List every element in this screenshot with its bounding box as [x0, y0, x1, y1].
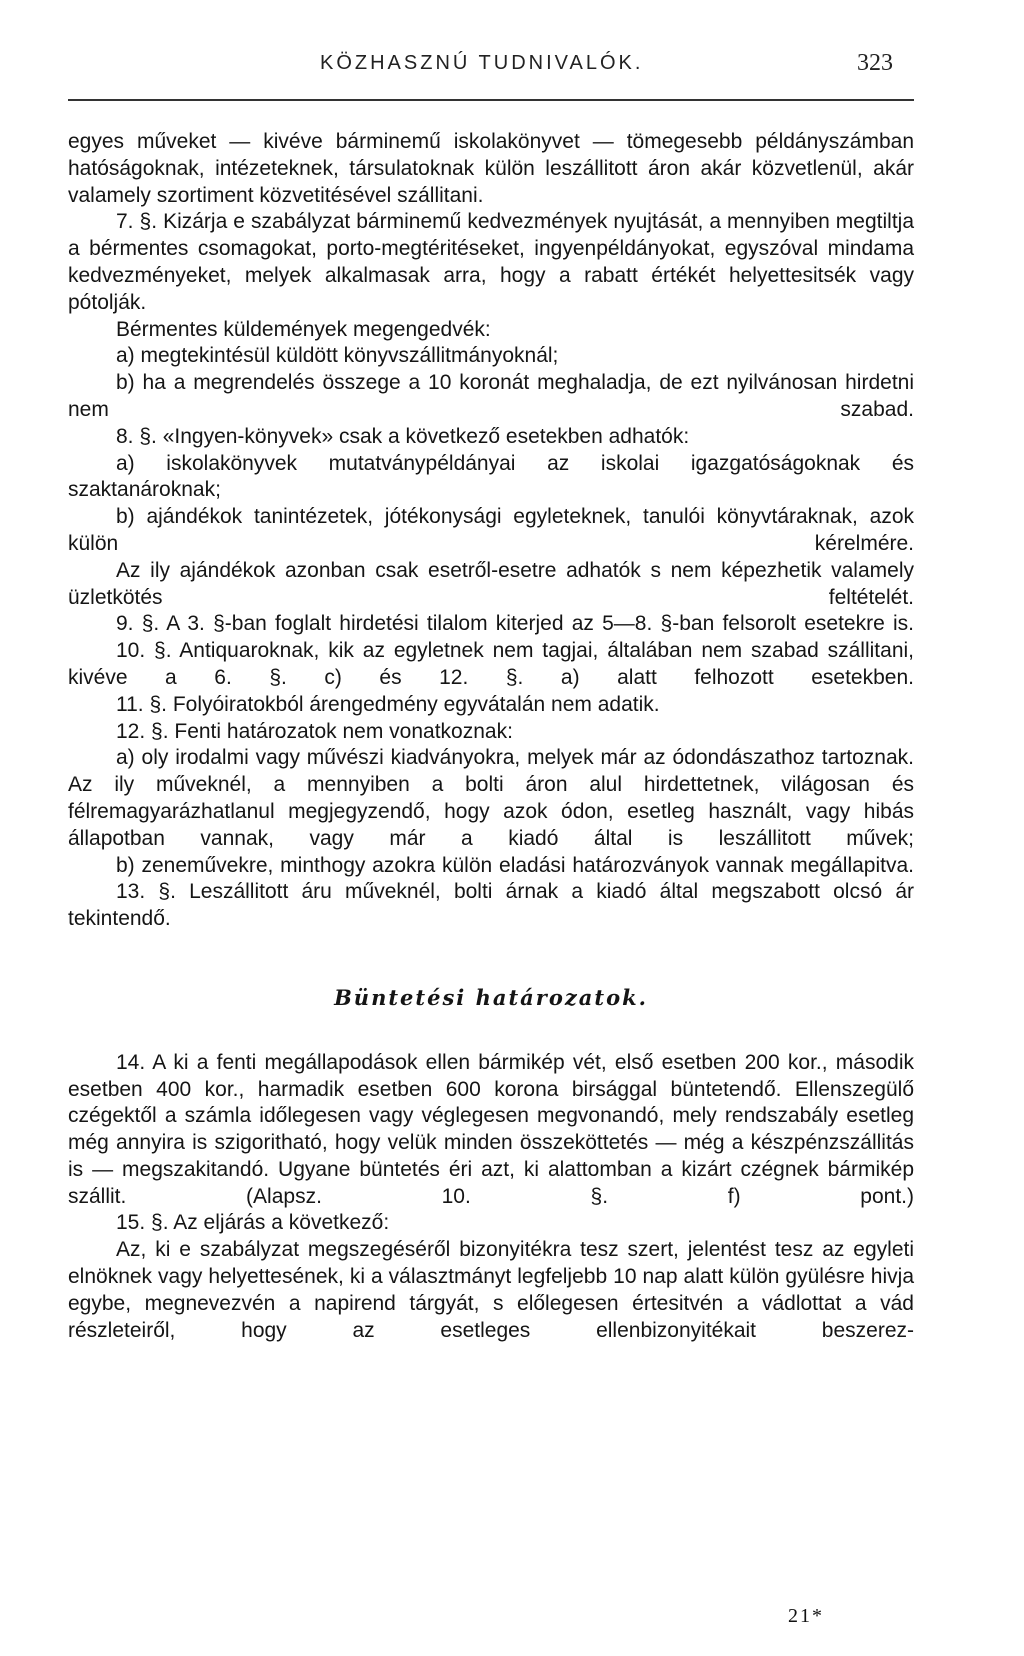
running-title: KÖZHASZNÚ TUDNIVALÓK. [320, 52, 644, 74]
page-number: 323 [857, 50, 893, 76]
body-text [68, 129, 914, 1344]
header-rule [68, 99, 914, 101]
paragraph-section-8: 8. §. «Ingyen-könyvek» csak a következő esetekben adhatók: [116, 424, 690, 448]
paragraph-section-10: 10. §. Antiquaroknak, kik az egyletnek nem tagjai, általában nem szabad szállitani, kivéve a 6. §. c) és 12. §. a) alatt felhozott esetekben. [68, 639, 914, 689]
paragraph-section-15: 15. §. Az eljárás a következő: [116, 1211, 390, 1235]
section-heading: Büntetési határozatok. [334, 984, 648, 1010]
paragraph: Az ily ajándékok azonban csak esetről-esetre adhatók s nem képezhetik valamely üzletkötés feltételét. [68, 558, 914, 609]
page-header [0, 52, 1024, 88]
paragraph-section-13: 13. §. Leszállitott áru műveknél, bolti árnak a kiadó által megszabott olcsó ár tekintendő. [68, 880, 914, 931]
list-item-a: a) oly irodalmi vagy művészi kiadványokra, melyek már az ódondászathoz tartoznak. Az ily műveknél, a mennyiben a bolti áron alul hirdettetnek, világosan és félremagyarázhatlanul megjegyzendő, hogy azok ódon, esetleg használt, vagy hibás állapotban vannak, vagy már a kiadó által is leszállitott művek; [68, 746, 914, 850]
paragraph-section-9: 9. §. A 3. §-ban foglalt hirdetési tilalom kiterjed az 5—8. §-ban felsorolt esetekre is. [116, 612, 914, 636]
list-item-b: b) ajándékok tanintézetek, jótékonysági egyleteknek, tanulói könyvtáraknak, azok külön kérelmére. [68, 505, 914, 555]
list-item-b: b) ha a megrendelés összege a 10 koronát meghaladja, de ezt nyilvánosan hirdetni nem szabad. [68, 371, 914, 421]
paragraph: egyes műveket — kivéve bárminemű iskolakönyvet — tömegesebb példányszámban hatóságoknak, intézeteknek, társulatoknak külön leszállitott áron akár közvetlenül, akár valamely szortiment közvetitésével szállitani. [68, 130, 914, 207]
paragraph-section-11: 11. §. Folyóiratokból árengedmény egyvátalán nem adatik. [116, 692, 660, 716]
list-item-a: a) iskolakönyvek mutatványpéldányai az iskolai igazgatóságoknak és szaktanároknak; [68, 451, 914, 502]
paragraph: Az, ki e szabályzat megszegéséről bizonyitékra tesz szert, jelentést tesz az egyleti elnöknek vagy helyettesének, ki a választmányt legfeljebb 10 nap alatt külön gyülésre hivja egybe, megnevezvén a napirend tárgyát, s előlegesen értesitvén a vádlottat a vád részleteiről, hogy az esetleges ellenbizonyitékait beszerez- [68, 1238, 914, 1342]
paragraph-section-12: 12. §. Fenti határozatok nem vonatkoznak: [116, 719, 513, 743]
signature-mark: 21* [788, 1605, 824, 1627]
paragraph-section-14: 14. A ki a fenti megállapodások ellen bármikép vét, első esetben 200 kor., második esetben 400 kor., harmadik esetben 600 korona birsággal büntetendő. Ellenszegülő czégektől a számla időlegesen vagy véglegesen megvonandó, mely rendszabály esetleg még annyira is szigoritható, hogy velük minden összeköttetés — még a készpénzszállitás is — megszakitandó. Ugyane büntetés éri azt, ki alattomban a kizárt czégnek bármikép szállit. (Alapsz. 10. §. f) pont.) [68, 1050, 914, 1208]
paragraph-section-7: 7. §. Kizárja e szabályzat bárminemű kedvezmények nyujtását, a mennyiben megtiltja a bérmentes csomagokat, porto-megtéritéseket, ingyenpéldányokat, egyszóval mindama kedvezményeket, melyek alkalmasak arra, hogy a rabatt értékét helyettesitsék vagy pótolják. [68, 210, 914, 314]
paragraph: Bérmentes küldemények megengedvék: [116, 317, 491, 341]
list-item-b: b) zeneművekre, minthogy azokra külön eladási határozványok vannak megállapitva. [116, 853, 914, 877]
list-item-a: a) megtekintésül küldött könyvszállitmányoknál; [116, 344, 559, 368]
